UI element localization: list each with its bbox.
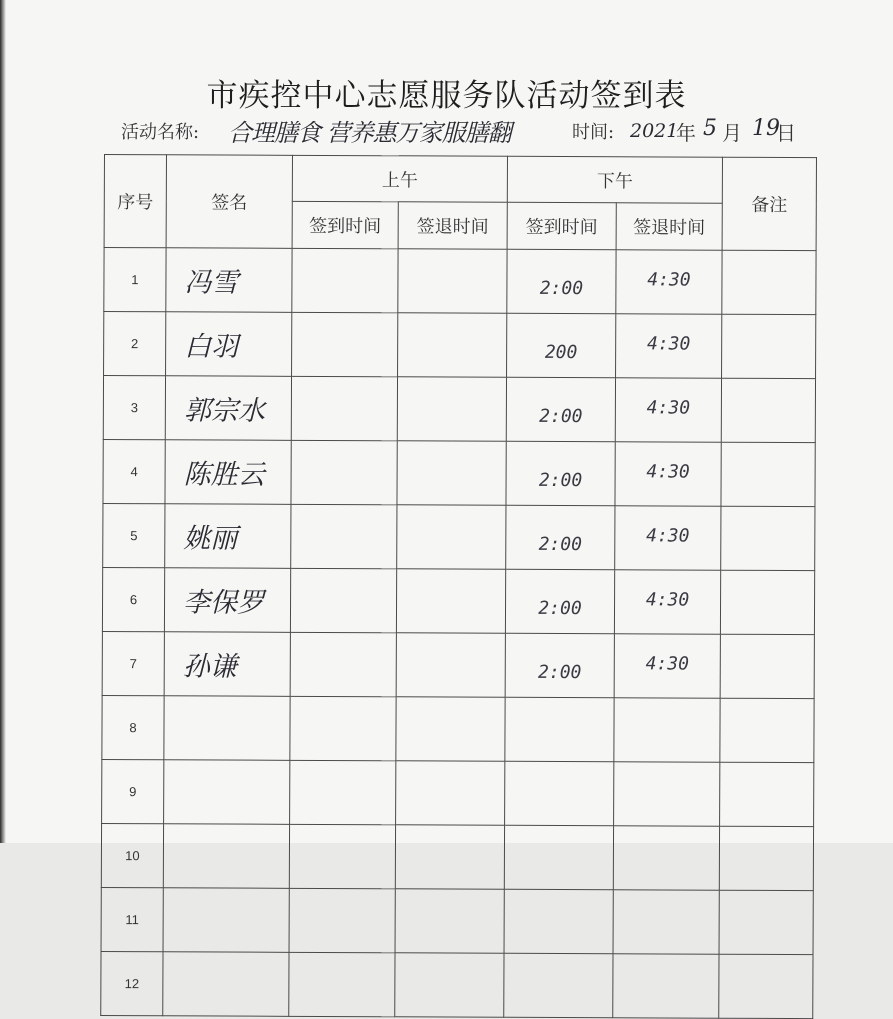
am-checkin-cell — [292, 312, 398, 376]
header-morning: 上午 — [292, 155, 507, 202]
activity-name-label: 活动名称: — [121, 122, 200, 143]
header-afternoon: 下午 — [507, 156, 722, 203]
activity-name-handwritten: 合理膳食 营养惠万家服膳翻 — [228, 119, 511, 147]
am-checkin-cell — [291, 376, 397, 440]
seq-cell: 10 — [101, 823, 163, 887]
seq-cell: 12 — [101, 951, 163, 1015]
am-checkin-cell — [292, 248, 398, 312]
pm-checkout-cell: 4:30 — [614, 570, 720, 634]
pm-checkin-cell: 2:00 — [506, 377, 615, 441]
am-checkout-cell — [398, 249, 507, 313]
am-checkin-cell — [291, 440, 397, 504]
am-checkout-cell — [398, 313, 507, 377]
header-pm-checkout: 签退时间 — [616, 203, 722, 250]
seq-cell: 7 — [102, 631, 164, 695]
remark-cell — [722, 250, 816, 314]
pm-checkin-cell: 200 — [507, 313, 616, 377]
remark-cell — [720, 698, 814, 762]
pm-checkout-cell — [613, 954, 719, 1018]
seq-cell: 6 — [102, 567, 164, 631]
signature-cell — [164, 760, 290, 825]
seq-cell: 4 — [103, 439, 165, 503]
table-row — [102, 631, 814, 698]
remark-cell — [720, 762, 814, 826]
am-checkin-cell — [289, 952, 395, 1016]
header-remarks: 备注 — [722, 157, 816, 250]
signature-cell — [164, 696, 290, 761]
table-row — [103, 503, 815, 570]
remark-cell — [719, 826, 813, 890]
pm-checkout-cell: 4:30 — [615, 442, 721, 506]
pm-checkin-cell: 2:00 — [505, 633, 614, 697]
pm-checkout-cell: 4:30 — [616, 250, 722, 314]
am-checkin-cell — [290, 568, 396, 632]
am-checkout-cell — [397, 441, 506, 505]
table-row — [101, 951, 813, 1018]
am-checkin-cell — [289, 888, 395, 952]
am-checkout-cell — [396, 633, 505, 697]
pm-checkout-cell — [613, 890, 719, 954]
am-checkout-cell — [396, 569, 505, 633]
header-pm-checkin: 签到时间 — [507, 202, 616, 249]
am-checkin-cell — [290, 760, 396, 824]
pm-checkout-cell — [614, 762, 720, 826]
remark-cell — [721, 506, 815, 570]
am-checkout-cell — [396, 697, 505, 761]
am-checkout-cell — [395, 953, 504, 1017]
table-row — [102, 695, 814, 762]
am-checkout-cell — [396, 761, 505, 825]
remark-cell — [719, 954, 813, 1018]
seq-cell: 9 — [102, 759, 164, 823]
table-row — [101, 823, 813, 890]
pm-checkout-cell: 4:30 — [615, 378, 721, 442]
header-am-checkout: 签退时间 — [398, 202, 507, 249]
table-row — [103, 376, 815, 443]
table-row — [104, 248, 816, 315]
pm-checkin-cell — [504, 889, 613, 953]
signature-cell — [163, 888, 289, 953]
signature-cell: 郭宗水 — [165, 376, 291, 441]
pm-checkin-cell: 2:00 — [506, 505, 615, 569]
table-row — [101, 887, 813, 954]
signature-cell — [163, 824, 289, 889]
remark-cell — [720, 570, 814, 634]
am-checkin-cell — [290, 696, 396, 760]
am-checkout-cell — [397, 377, 506, 441]
table-row — [102, 567, 814, 634]
signature-cell: 李保罗 — [164, 568, 290, 633]
pm-checkin-cell: 2:00 — [507, 249, 616, 313]
am-checkin-cell — [289, 824, 395, 888]
am-checkout-cell — [397, 505, 506, 569]
pm-checkout-cell — [613, 826, 719, 890]
pm-checkout-cell — [614, 698, 720, 762]
year-unit: 年 — [676, 121, 696, 145]
month-unit: 月 — [722, 121, 742, 145]
pm-checkout-cell: 4:30 — [616, 314, 722, 378]
header-seq: 序号 — [104, 155, 166, 248]
signature-cell: 陈胜云 — [165, 440, 291, 505]
pm-checkin-cell — [505, 697, 614, 761]
am-checkin-cell — [290, 632, 396, 696]
pm-checkin-cell — [504, 825, 613, 889]
table-row — [103, 439, 815, 506]
day-unit: 日 — [776, 121, 796, 145]
seq-cell: 11 — [101, 887, 163, 951]
seq-cell: 3 — [103, 376, 165, 440]
pm-checkin-cell: 2:00 — [506, 441, 615, 505]
am-checkout-cell — [395, 825, 504, 889]
signature-cell: 冯雪 — [166, 248, 292, 313]
am-checkin-cell — [291, 504, 397, 568]
seq-cell: 8 — [102, 695, 164, 759]
month-handwritten: 5 — [703, 116, 717, 141]
page-title: 市疾控中心志愿服务队活动签到表 — [206, 78, 687, 114]
pm-checkin-cell: 2:00 — [505, 569, 614, 633]
remark-cell — [720, 634, 814, 698]
time-label: 时间: — [572, 122, 615, 143]
signature-cell — [163, 952, 289, 1017]
remark-cell — [719, 890, 813, 954]
pm-checkout-cell: 4:30 — [615, 506, 721, 570]
day-handwritten: 19 — [752, 116, 780, 141]
remark-cell — [721, 378, 815, 442]
header-signature: 签名 — [166, 155, 292, 249]
seq-cell: 5 — [103, 503, 165, 567]
pm-checkin-cell — [504, 953, 613, 1017]
signature-cell: 白羽 — [166, 312, 292, 377]
sign-in-table — [100, 154, 817, 1019]
table-row — [104, 312, 816, 379]
remark-cell — [722, 314, 816, 378]
pm-checkout-cell: 4:30 — [614, 634, 720, 698]
remark-cell — [721, 442, 815, 506]
signature-cell: 姚丽 — [165, 504, 291, 569]
page-edge-shadow — [0, 0, 6, 843]
am-checkout-cell — [395, 889, 504, 953]
pm-checkin-cell — [505, 761, 614, 825]
header-am-checkin: 签到时间 — [292, 201, 398, 248]
year-handwritten: 2021 — [630, 120, 679, 142]
signature-cell: 孙谦 — [164, 632, 290, 697]
table-row — [102, 759, 814, 826]
seq-cell: 1 — [104, 248, 166, 312]
seq-cell: 2 — [104, 312, 166, 376]
